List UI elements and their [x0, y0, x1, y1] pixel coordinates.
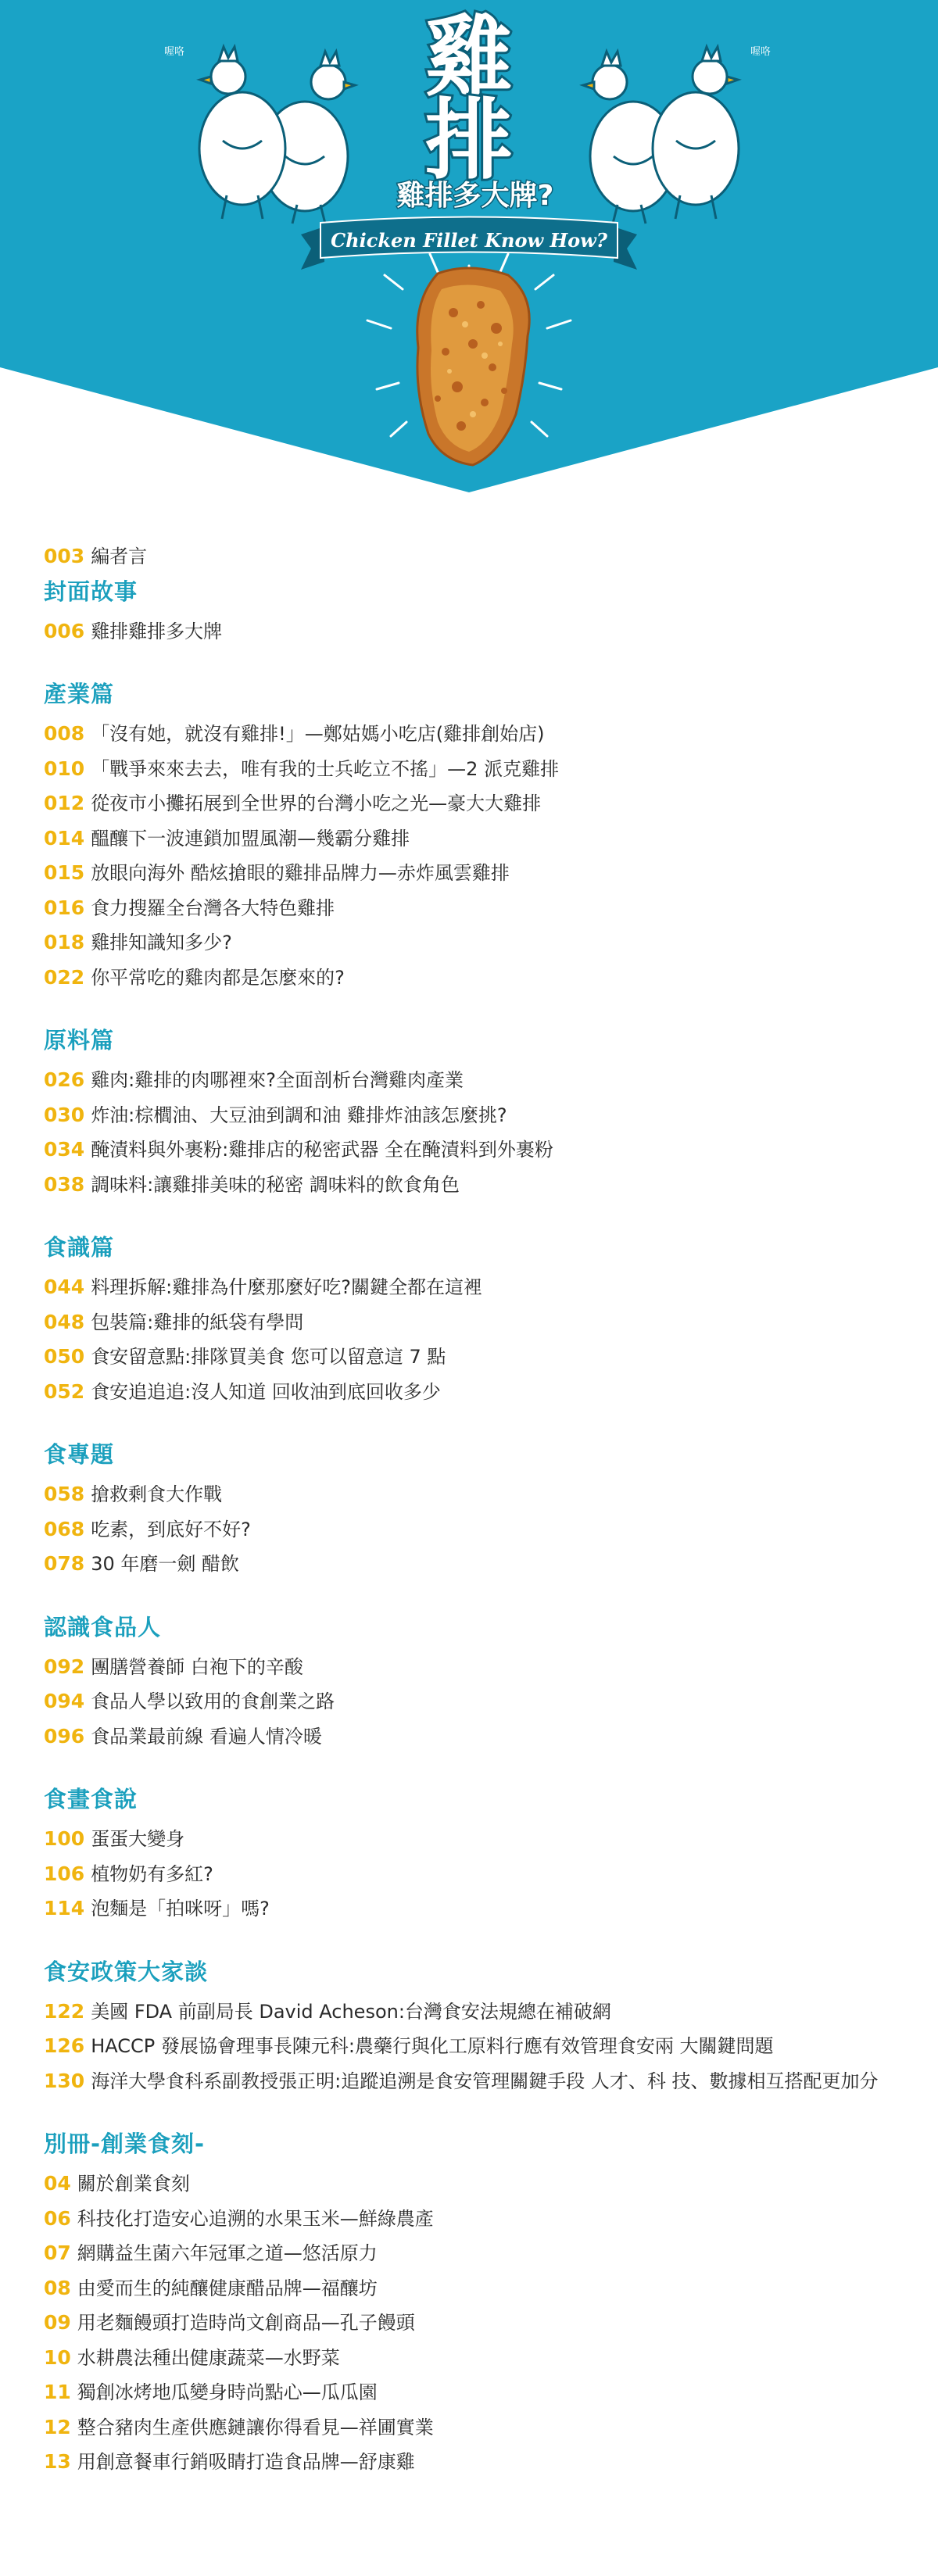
section-heading: 原料篇 — [44, 1027, 115, 1054]
page-number: 09 — [44, 2311, 71, 2334]
page-number: 048 — [44, 1310, 85, 1333]
entry-title: 用創意餐車行銷吸睛打造食品牌—舒康雞 — [77, 2451, 415, 2473]
toc-entry[interactable] — [44, 1684, 904, 1719]
page-number: 106 — [44, 1862, 85, 1885]
toc-entry[interactable] — [44, 1098, 904, 1133]
table-of-contents — [44, 539, 904, 2480]
right-chicken-caption: 喔咯 — [750, 46, 772, 58]
title-char-1: 雞 — [425, 7, 513, 109]
page-number: 034 — [44, 1138, 85, 1161]
toc-entry[interactable] — [44, 2029, 904, 2064]
page-number: 078 — [44, 1552, 85, 1575]
page-number: 058 — [44, 1483, 85, 1505]
entry-title: 包裝篇:雞排的紙袋有學問 — [91, 1311, 304, 1333]
toc-section — [44, 1437, 904, 1582]
entry-title: 醃漬料與外裹粉:雞排店的秘密武器 全在醃漬料到外裹粉 — [91, 1139, 553, 1161]
page-number: 012 — [44, 792, 85, 814]
entry-title: 你平常吃的雞肉都是怎麼來的? — [91, 966, 345, 989]
toc-section — [44, 1230, 904, 1409]
left-chicken-caption: 喔咯 — [164, 46, 185, 58]
page-number: 114 — [44, 1897, 85, 1919]
page-number: 10 — [44, 2345, 71, 2369]
toc-entry[interactable] — [44, 1719, 904, 1755]
page-number: 13 — [44, 2450, 71, 2473]
toc-entry[interactable] — [44, 786, 904, 821]
toc-sections — [44, 574, 904, 2480]
page-number: 030 — [44, 1103, 85, 1126]
title-char-2: 排 — [425, 90, 513, 191]
entry-title: 用老麵饅頭打造時尚文創商品—孔子饅頭 — [77, 2312, 415, 2334]
toc-entry[interactable] — [44, 2341, 904, 2376]
toc-entry[interactable] — [44, 891, 904, 926]
toc-entry[interactable] — [44, 1132, 904, 1168]
page-number: 038 — [44, 1172, 85, 1196]
toc-entry[interactable] — [44, 2166, 904, 2202]
ribbon-text: Chicken Fillet Know How? — [331, 229, 607, 252]
page-number: 006 — [44, 619, 85, 642]
toc-entry[interactable] — [44, 1547, 904, 1582]
entry-title: 食安留意點:排隊買美食 您可以留意這 7 點 — [91, 1346, 446, 1368]
entry-title: 蛋蛋大變身 — [91, 1828, 185, 1850]
section-heading: 產業篇 — [44, 681, 115, 707]
toc-entry[interactable] — [44, 821, 904, 857]
toc-entry[interactable] — [44, 1995, 904, 2030]
section-heading: 食識篇 — [44, 1234, 115, 1261]
toc-section — [44, 1782, 904, 1927]
page-number: 096 — [44, 1724, 85, 1748]
page-number: 022 — [44, 965, 85, 989]
page-number: 008 — [44, 722, 85, 745]
entry-title: 放眼向海外 酷炫搶眼的雞排品牌力—赤炸風雲雞排 — [91, 862, 510, 884]
entry-title: 科技化打造安心追溯的水果玉米—鮮綠農產 — [77, 2207, 434, 2230]
toc-entry[interactable] — [44, 961, 904, 996]
entry-title: 「沒有她，就沒有雞排!」—鄭姑媽小吃店(雞排創始店) — [91, 723, 545, 745]
toc-entry[interactable] — [44, 2445, 904, 2480]
page-number: 026 — [44, 1068, 85, 1091]
entry-title: 水耕農法種出健康蔬菜—水野菜 — [77, 2346, 340, 2369]
toc-entry[interactable] — [44, 856, 904, 891]
entry-title: 炸油:棕櫚油、大豆油到調和油 雞排炸油該怎麼挑? — [91, 1104, 507, 1126]
entry-title: 雞排知識知多少? — [91, 932, 232, 953]
toc-entry[interactable] — [44, 2202, 904, 2237]
toc-entry[interactable] — [44, 1857, 904, 1892]
page-number: 014 — [44, 826, 85, 850]
toc-entry[interactable] — [44, 1512, 904, 1547]
toc-entry[interactable] — [44, 2064, 896, 2099]
page-number: 07 — [44, 2241, 71, 2264]
entry-title: 植物奶有多紅? — [91, 1862, 213, 1885]
page-number: 050 — [44, 1345, 85, 1368]
toc-entry[interactable] — [44, 614, 904, 649]
toc-entry[interactable] — [44, 1891, 904, 1927]
entry-title: 網購益生菌六年冠軍之道—悠活原力 — [77, 2242, 378, 2264]
entry-title: 編者言 — [91, 546, 148, 567]
page-number: 015 — [44, 861, 85, 884]
toc-entry[interactable] — [44, 1375, 904, 1410]
page-number: 068 — [44, 1517, 85, 1540]
entry-title: 雞排雞排多大牌 — [91, 620, 223, 642]
section-heading: 食專題 — [44, 1441, 115, 1468]
toc-entry[interactable] — [44, 2410, 904, 2445]
entry-title: 獨創冰烤地瓜變身時尚點心—瓜瓜園 — [77, 2381, 378, 2403]
toc-section — [44, 677, 904, 995]
entry-title: 由愛而生的純釀健康醋品牌—福釀坊 — [77, 2277, 378, 2299]
toc-entry[interactable] — [44, 1168, 904, 1203]
page-number: 010 — [44, 757, 85, 780]
toc-entry[interactable] — [44, 752, 904, 787]
toc-entry[interactable] — [44, 1063, 904, 1098]
entry-title: 關於創業食刻 — [77, 2173, 190, 2195]
entry-title: 美國 FDA 前副局長 David Acheson:台灣食安法規總在補破網 — [91, 2000, 611, 2023]
section-heading: 食安政策大家談 — [44, 1958, 209, 1985]
section-heading: 食畫食說 — [44, 1786, 138, 1812]
entry-title: 料理拆解:雞排為什麼那麼好吃?關鍵全都在這裡 — [91, 1276, 483, 1298]
page-number: 130 — [44, 2069, 85, 2092]
toc-entry[interactable] — [44, 2236, 904, 2271]
toc-intro — [44, 539, 904, 574]
entry-title: 團膳營養師 白袍下的辛酸 — [91, 1655, 303, 1678]
entry-title: 泡麵是「拍咪呀」嗎? — [91, 1898, 270, 1919]
page-number: 06 — [44, 2206, 71, 2230]
toc-entry[interactable] — [44, 717, 904, 752]
page-number: 094 — [44, 1690, 85, 1712]
toc-entry[interactable] — [44, 925, 904, 961]
subtitle: 雞排多大牌? — [396, 180, 554, 212]
entry-title: 雞肉:雞排的肉哪裡來?全面剖析台灣雞肉產業 — [91, 1069, 464, 1091]
toc-entry[interactable] — [44, 1270, 904, 1305]
page-number: 052 — [44, 1379, 85, 1403]
toc-entry[interactable] — [44, 2271, 904, 2306]
toc-entry[interactable] — [44, 2375, 904, 2410]
entry-title: 食力搜羅全台灣各大特色雞排 — [91, 896, 335, 919]
entry-title: 吃素，到底好不好? — [91, 1518, 251, 1540]
toc-entry[interactable] — [44, 2306, 904, 2341]
toc-entry[interactable] — [44, 1477, 904, 1512]
page-number: 016 — [44, 896, 85, 919]
toc-entry[interactable] — [44, 1650, 904, 1685]
toc-section — [44, 1955, 904, 2099]
page-number: 126 — [44, 2034, 85, 2057]
toc-entry[interactable] — [44, 1305, 904, 1340]
entry-title: 搶救剩食大作戰 — [91, 1483, 223, 1505]
page-number: 092 — [44, 1655, 85, 1678]
page-number: 12 — [44, 2415, 71, 2438]
entry-title: 食品業最前線 看遍人情冷暖 — [91, 1725, 322, 1748]
header-banner — [0, 0, 938, 500]
toc-section — [44, 574, 904, 649]
entry-title: HACCP 發展協會理事長陳元科:農藥行與化工原料行應有效管理食安兩 大關鍵問題 — [91, 2035, 774, 2057]
toc-section — [44, 2127, 904, 2480]
section-heading: 認識食品人 — [44, 1613, 162, 1640]
page-number: 08 — [44, 2276, 71, 2299]
banner-graphic — [0, 0, 938, 500]
entry-title: 海洋大學食科系副教授張正明:追蹤追溯是食安管理關鍵手段 人才、科 技、數據相互搭配更加分 — [91, 2070, 879, 2092]
entry-title: 調味料:讓雞排美味的秘密 調味料的飲食角色 — [91, 1173, 460, 1196]
page-number: 11 — [44, 2381, 71, 2403]
page-number: 100 — [44, 1827, 85, 1850]
section-heading: 別冊-創業食刻- — [44, 2131, 206, 2157]
entry-title: 30 年磨一劍 醋飲 — [91, 1553, 239, 1575]
entry-title: 整合豬肉生產供應鏈讓你得看見—祥圃實業 — [77, 2416, 434, 2438]
toc-entry[interactable] — [44, 1340, 904, 1375]
toc-entry[interactable] — [44, 1822, 904, 1857]
entry-title: 「戰爭來來去去，唯有我的士兵屹立不搖」—2 派克雞排 — [91, 757, 560, 780]
page-number: 003 — [44, 545, 85, 567]
page-number: 044 — [44, 1275, 85, 1298]
toc-entry[interactable] — [44, 539, 904, 574]
entry-title: 食品人學以致用的食創業之路 — [91, 1690, 335, 1712]
entry-title: 醞釀下一波連鎖加盟風潮—幾霸分雞排 — [91, 827, 410, 850]
toc-section — [44, 1023, 904, 1202]
entry-title: 食安追追追:沒人知道 回收油到底回收多少 — [91, 1380, 441, 1403]
page-number: 122 — [44, 1999, 85, 2023]
page-number: 018 — [44, 931, 85, 953]
page-number: 04 — [44, 2172, 71, 2195]
toc-section — [44, 1610, 904, 1755]
entry-title: 從夜市小攤拓展到全世界的台灣小吃之光—豪大大雞排 — [91, 792, 542, 814]
section-heading: 封面故事 — [44, 578, 138, 605]
